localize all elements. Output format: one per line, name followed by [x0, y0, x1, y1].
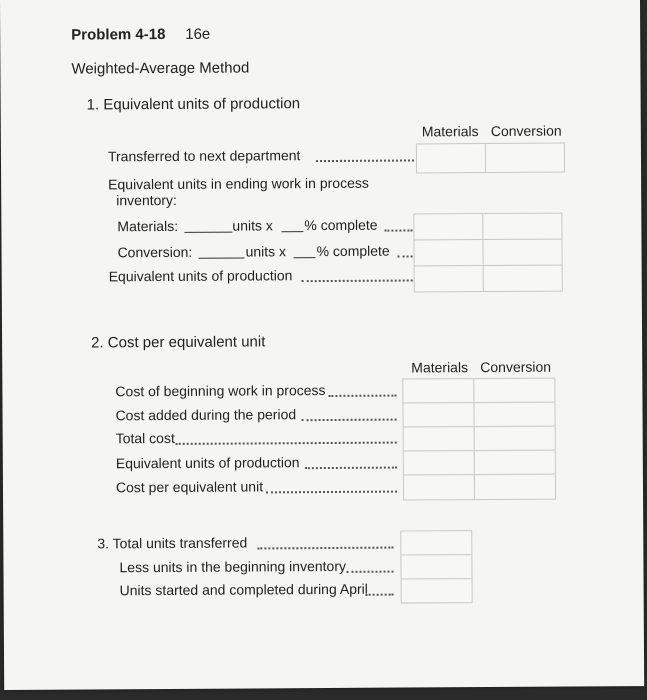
percent-complete-label: % complete — [304, 216, 378, 234]
leader-dots — [302, 279, 413, 282]
started-completed-cell[interactable] — [401, 578, 473, 603]
leader-dots — [398, 255, 413, 257]
units-x-label: units x — [245, 243, 287, 260]
beginning-inventory-label: Less units in the beginning inventory — [119, 557, 346, 576]
eup-label: Equivalent units of production — [108, 267, 293, 285]
materials-percent-blank[interactable] — [281, 231, 303, 232]
cost-conversion-cell[interactable] — [473, 402, 555, 428]
ewip-label-line1: Equivalent units in ending work in process — [108, 174, 369, 193]
materials-units-blank[interactable] — [184, 232, 232, 233]
cost-materials-cell[interactable] — [403, 474, 475, 500]
leader-dots — [302, 419, 397, 422]
leader-dots — [346, 571, 393, 573]
ewip-materials-cell[interactable] — [413, 213, 483, 240]
leader-dots — [328, 395, 396, 397]
s1-col-materials: Materials — [421, 123, 479, 140]
transferred-units-cell[interactable] — [400, 530, 472, 555]
leader-dots — [305, 467, 397, 470]
cost-row-label: Cost of beginning work in process — [115, 382, 326, 400]
conversion-label: Conversion: — [117, 243, 193, 261]
section3-heading: 3. Total units transferred — [97, 534, 248, 552]
cost-row-label: Cost per equivalent unit — [115, 478, 264, 496]
units-x-label: units x — [232, 217, 273, 234]
s2-col-materials: Materials — [411, 359, 469, 376]
method-title: Weighted-Average Method — [71, 59, 250, 78]
section1-heading: 1. Equivalent units of production — [86, 95, 301, 114]
leader-dots — [257, 547, 393, 550]
edition-label: 16e — [185, 25, 211, 43]
eup-materials-cell[interactable] — [414, 265, 484, 292]
s2-col-conversion: Conversion — [480, 358, 552, 376]
transferred-materials-cell[interactable] — [416, 143, 486, 173]
cost-materials-cell[interactable] — [403, 426, 475, 451]
cost-conversion-cell[interactable] — [473, 378, 555, 404]
ewip-materials-conv-cell[interactable] — [482, 213, 562, 240]
eup-conversion-cell[interactable] — [483, 265, 563, 292]
section2-heading: 2. Cost per equivalent unit — [91, 333, 266, 352]
cost-conversion-cell[interactable] — [474, 450, 556, 476]
beginning-inventory-cell[interactable] — [400, 554, 472, 579]
conversion-units-blank[interactable] — [199, 258, 245, 259]
ewip-label-line2: inventory: — [116, 191, 177, 209]
cost-materials-cell[interactable] — [402, 402, 474, 427]
cost-row-label: Total cost — [115, 429, 175, 447]
ewip-conversion-mat-cell[interactable] — [413, 239, 483, 266]
leader-dots — [316, 159, 414, 162]
leader-dots — [176, 442, 397, 445]
percent-complete-label: % complete — [316, 242, 390, 260]
cost-materials-cell[interactable] — [403, 450, 475, 475]
problem-title: Problem 4-18 — [71, 25, 166, 44]
cost-materials-cell[interactable] — [402, 378, 474, 403]
cost-conversion-cell[interactable] — [474, 474, 556, 501]
transferred-label: Transferred to next department — [107, 147, 301, 165]
cost-row-label: Cost added during the period — [115, 406, 297, 424]
leader-dots — [384, 229, 412, 231]
transferred-conversion-cell[interactable] — [485, 143, 565, 173]
cost-conversion-cell[interactable] — [474, 426, 556, 452]
ewip-conversion-cell[interactable] — [482, 239, 562, 266]
started-completed-label: Units started and completed during April — [119, 580, 368, 599]
s1-col-conversion: Conversion — [490, 122, 562, 140]
leader-dots — [266, 491, 397, 494]
leader-dots — [366, 594, 394, 596]
cost-row-label: Equivalent units of production — [115, 454, 300, 472]
conversion-percent-blank[interactable] — [294, 257, 316, 258]
materials-label: Materials: — [117, 217, 179, 235]
